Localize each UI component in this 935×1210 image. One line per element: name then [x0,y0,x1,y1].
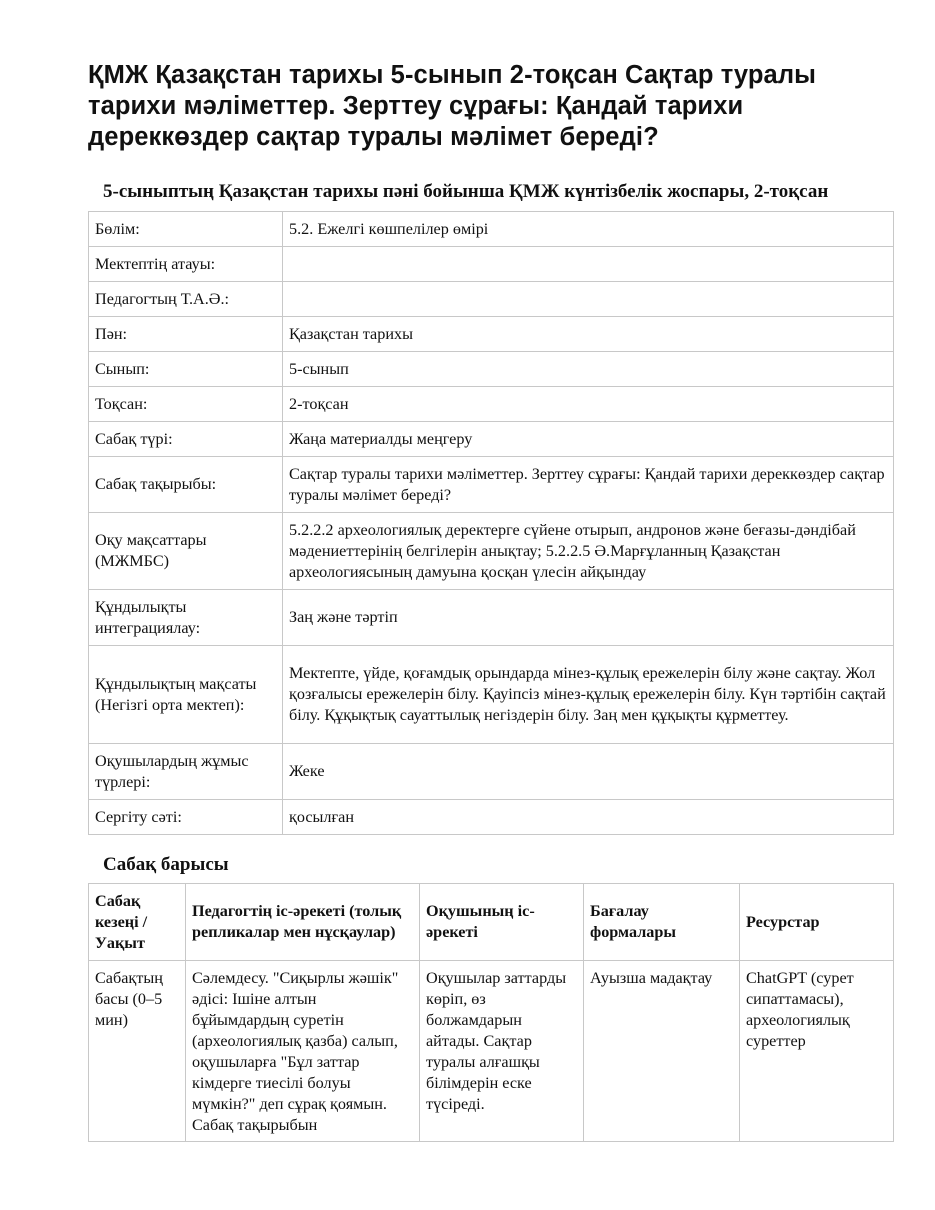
column-header-teacher-activity: Педагогтің іс-әрекеті (толық репликалар мен нұсқаулар) [186,884,420,961]
plan-subtitle: 5-сыныптың Қазақстан тарихы пәні бойынша ҚМЖ күнтізбелік жоспары, 2-тоқсан [103,181,829,202]
info-label: Сабақ тақырыбы: [89,457,283,513]
document-page [88,0,893,1142]
lesson-stage-cell: Сабақтың басы (0–5 мин) [89,961,186,1142]
lesson-info-table [88,211,894,835]
info-value: Заң және тәртіп [283,590,894,646]
info-label: Педагогтың Т.А.Ә.: [89,282,283,317]
info-label: Құндылықты интеграциялау: [89,590,283,646]
table-row [89,422,894,457]
table-row [89,961,894,1142]
info-label: Пән: [89,317,283,352]
table-row [89,590,894,646]
info-label: Оқушылардың жұмыс түрлері: [89,744,283,800]
info-label: Бөлім: [89,212,283,247]
info-label: Тоқсан: [89,387,283,422]
assessment-cell: Ауызша мадақтау [584,961,740,1142]
info-value: 5.2. Ежелгі көшпелілер өмірі [283,212,894,247]
table-row [89,513,894,590]
table-row [89,387,894,422]
table-row [89,457,894,513]
lesson-progress-heading: Сабақ барысы [103,854,229,875]
student-activity-cell: Оқушылар заттарды көріп, өз болжамдарын айтады. Сақтар туралы алғашқы білімдерін еске түсіреді. [420,961,584,1142]
info-label: Сергіту сәті: [89,800,283,835]
teacher-activity-cell: Сәлемдесу. "Сиқырлы жәшік" әдісі: Ішіне алтын бұйымдардың суретін (археологиялық қазба) салып, оқушыларға "Бұл заттар кімдерге тиесілі болуы мүмкін?" деп сұрақ қоямын. Сабақ тақырыбын [186,961,420,1142]
table-row [89,646,894,744]
column-header-assessment: Бағалау формалары [584,884,740,961]
info-value: Қазақстан тарихы [283,317,894,352]
column-header-student-activity: Оқушының іс-әрекеті [420,884,584,961]
info-value: 5.2.2.2 археологиялық деректерге сүйене отырып, андронов және беғазы-дәндібай мәдениеттерінің белгілерін анықтау; 5.2.2.5 Ә.Марғұланның Қазақстан археологиясының дамуына қосқан үлесін айқындау [283,513,894,590]
column-header-resources: Ресурстар [740,884,894,961]
info-value: Мектепте, үйде, қоғамдық орындарда мінез-құлық ережелерін білу және сақтау. Жол қозғалысы ережелерін білу. Қауіпсіз мінез-құлық ережелерін білу. Күн тәртібін сақтай білу. Құқықтық сауаттылық негіздерін білу. Заң мен құқықты құрметтеу. [283,646,894,744]
document-title: ҚМЖ Қазақстан тарихы 5-сынып 2-тоқсан Сақтар туралы тарихи мәліметтер. Зерттеу сұрағы: Қандай тарихи дереккөздер сақтар туралы мәлімет береді? [88,61,817,151]
info-value: 5-сынып [283,352,894,387]
info-value: Сақтар туралы тарихи мәліметтер. Зерттеу сұрағы: Қандай тарихи дереккөздер сақтар туралы мәлімет береді? [283,457,894,513]
table-header-row [89,884,894,961]
table-row [89,317,894,352]
table-row [89,282,894,317]
info-value: қосылған [283,800,894,835]
info-label: Мектептің атауы: [89,247,283,282]
info-label: Оқу мақсаттары (МЖМБС) [89,513,283,590]
table-row [89,212,894,247]
info-value: Жаңа материалды меңгеру [283,422,894,457]
info-label: Сабақ түрі: [89,422,283,457]
table-row [89,744,894,800]
table-row [89,800,894,835]
table-row [89,247,894,282]
info-value: Жеке [283,744,894,800]
info-value [283,247,894,282]
info-label: Сынып: [89,352,283,387]
info-value [283,282,894,317]
info-label: Құндылықтың мақсаты (Негізгі орта мектеп): [89,646,283,744]
table-row [89,352,894,387]
lesson-progress-table [88,883,894,1142]
column-header-stage: Сабақ кезеңі / Уақыт [89,884,186,961]
resources-cell: ChatGPT (сурет сипаттамасы), археологиялық суреттер [740,961,894,1142]
info-value: 2-тоқсан [283,387,894,422]
